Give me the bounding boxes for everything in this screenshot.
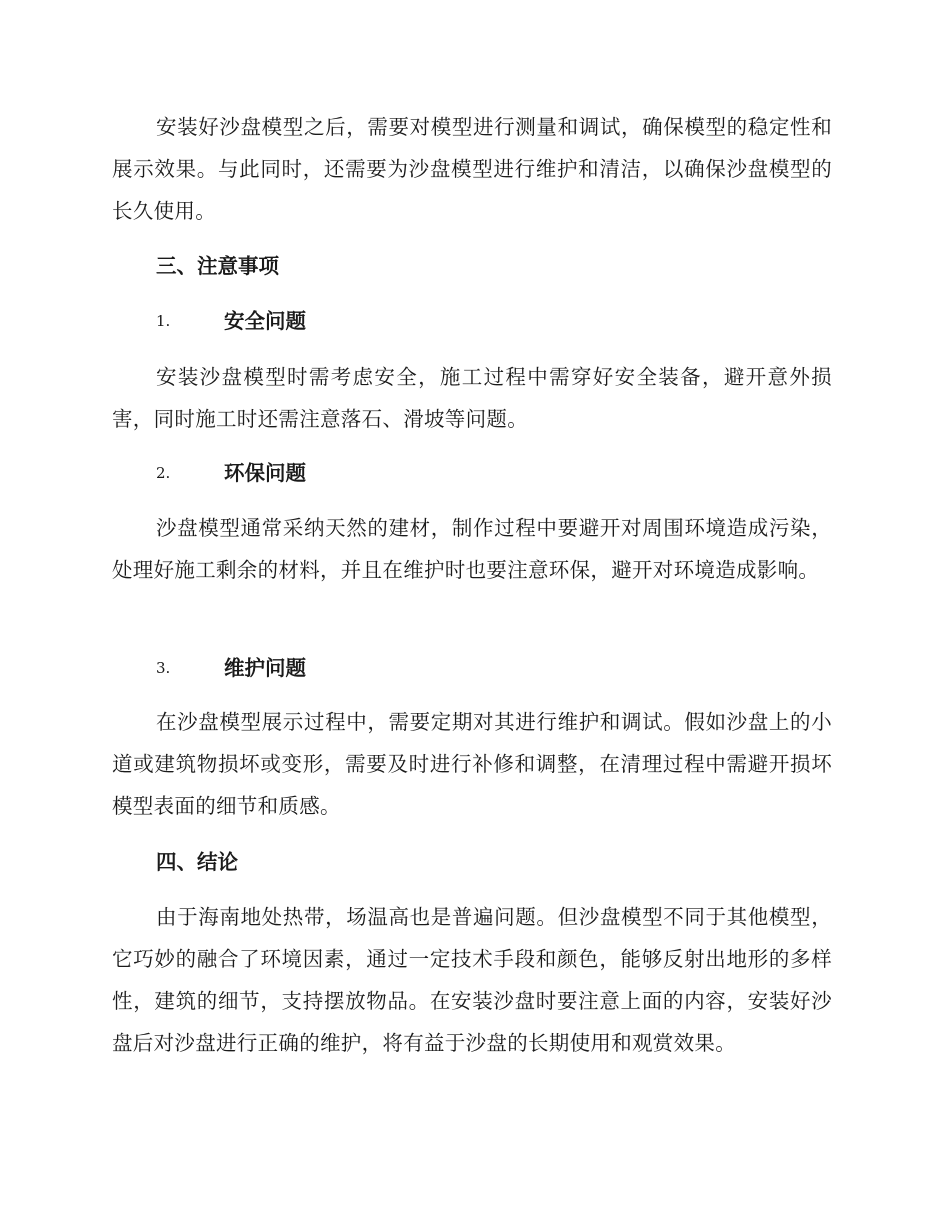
subsection-title: 环保问题 <box>224 461 306 485</box>
section-heading-notes: 三、注意事项 <box>156 254 279 278</box>
environment-paragraph: 沙盘模型通常采纳天然的建材，制作过程中要避开对周围环境造成污染，处理好施工剩余的材料，并且在维护时也要注意环保，避开对环境造成影响。 <box>112 516 832 582</box>
section-heading-conclusion: 四、结论 <box>156 850 238 874</box>
subsection-title: 安全问题 <box>224 309 306 333</box>
subsection-title: 维护问题 <box>224 656 306 680</box>
safety-paragraph: 安装沙盘模型时需考虑安全，施工过程中需穿好安全装备，避开意外损害，同时施工时还需注意落石、滑坡等问题。 <box>112 365 832 431</box>
subsection-number: 2. <box>156 464 171 482</box>
maintenance-paragraph: 在沙盘模型展示过程中，需要定期对其进行维护和调试。假如沙盘上的小道或建筑物损坏或变形，需要及时进行补修和调整，在清理过程中需避开损坏模型表面的细节和质感。 <box>112 710 832 818</box>
conclusion-paragraph: 由于海南地处热带，场温高也是普遍问题。但沙盘模型不同于其他模型，它巧妙的融合了环境因素，通过一定技术手段和颜色，能够反射出地形的多样性，建筑的细节，支持摆放物品。在安装沙盘时要注意上面的内容，安装好沙盘后对沙盘进行正确的维护，将有益于沙盘的长期使用和观赏效果。 <box>112 905 832 1055</box>
subsection-number: 1. <box>156 312 171 330</box>
intro-paragraph: 安装好沙盘模型之后，需要对模型进行测量和调试，确保模型的稳定性和展示效果。与此同时，还需要为沙盘模型进行维护和清洁，以确保沙盘模型的长久使用。 <box>112 115 832 223</box>
subsection-number: 3. <box>156 659 171 677</box>
